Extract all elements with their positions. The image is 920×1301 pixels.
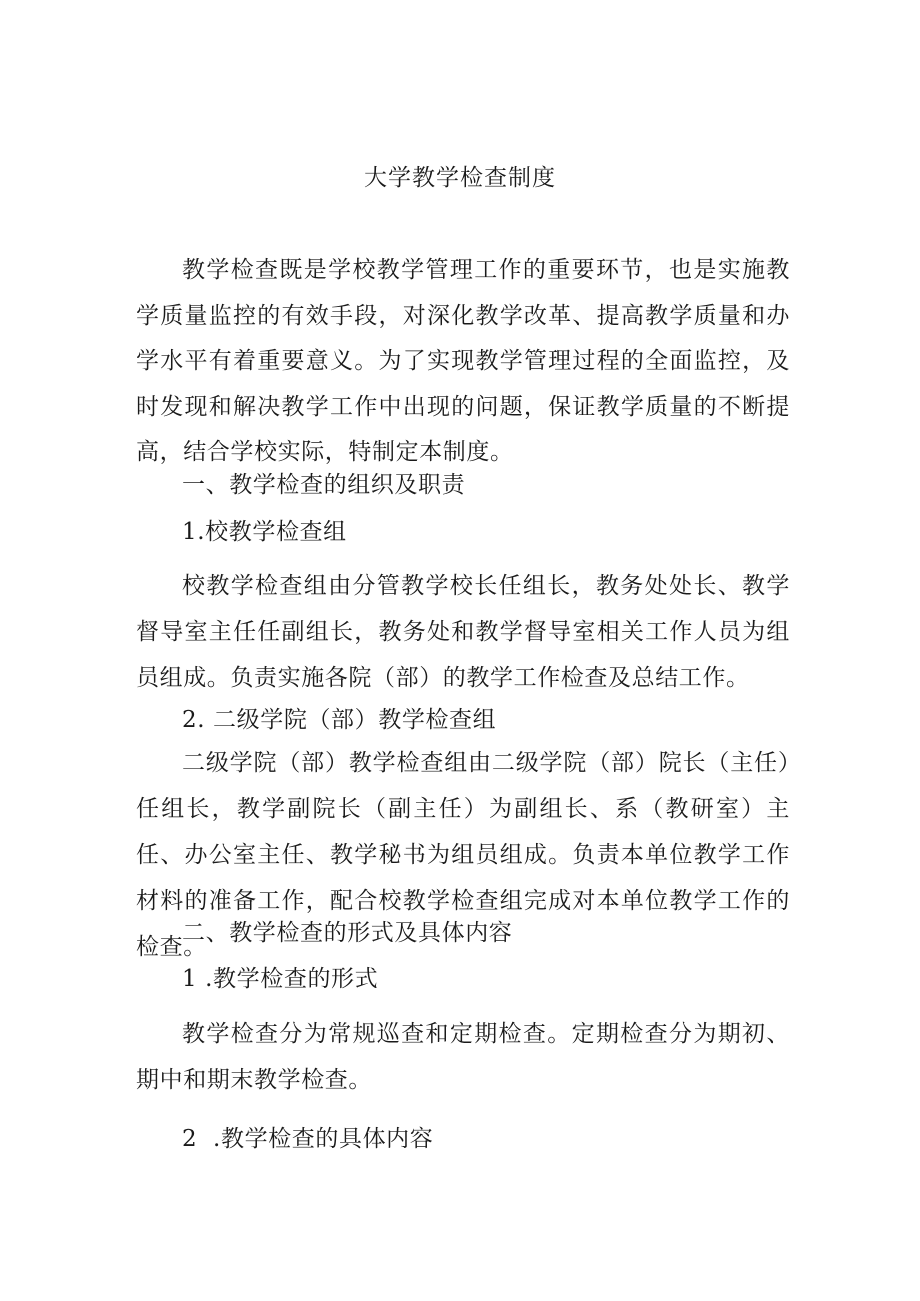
section-1-item-2-heading-block: [136, 697, 790, 743]
section-2-item-1-paragraph: 教学检查分为常规巡查和定期检查。定期检查分为期初、期中和期末教学检查。: [136, 1021, 790, 1093]
section-2-item-2-heading-block: [136, 1116, 790, 1162]
section-1-heading-block: [136, 462, 790, 508]
section-2-item-1-block: [136, 1011, 790, 1103]
section-1-item-1-heading-block: [136, 509, 790, 555]
section-2-heading-block: [136, 910, 790, 956]
section-1-item-1-paragraph: 校教学检查组由分管教学校长任组长，教务处处长、教学督导室主任任副组长，教务处和教学督导室相关工作人员为组员组成。负责实施各院（部）的教学工作检查及总结工作。: [136, 573, 790, 691]
section-1-item-2-heading: 2. 二级学院（部）教学检查组: [182, 707, 497, 733]
section-2-item-2-heading: 2 .教学检查的具体内容: [182, 1126, 434, 1152]
section-1-heading: 一、教学检查的组织及职责: [182, 472, 466, 498]
section-1-item-2-paragraph: 二级学院（部）教学检查组由二级学院（部）院长（主任）任组长，教学副院长（副主任）为副组长、系（教研室）主任、办公室主任、教学秘书为组员组成。负责本单位教学工作材料的准备工作，配合校教学检查组完成对本单位教学工作的检查。: [136, 750, 790, 960]
section-2-heading: 二、教学检查的形式及具体内容: [182, 920, 513, 946]
intro-paragraph: 教学检查既是学校教学管理工作的重要环节，也是实施教学质量监控的有效手段，对深化教学改革、提高教学质量和办学水平有着重要意义。为了实现教学管理过程的全面监控，及时发现和解决教学工作中出现的问题，保证教学质量的不断提高，结合学校实际，特制定本制度。: [136, 257, 790, 465]
section-1-item-1-block: [136, 563, 790, 701]
document-title: 大学教学检查制度: [364, 165, 556, 191]
section-2-item-1-heading-block: [136, 956, 790, 1002]
section-1-item-1-heading: 1.校教学检查组: [182, 519, 347, 545]
section-2-item-1-heading: 1 .教学检查的形式: [182, 966, 379, 992]
intro-section: [136, 248, 790, 476]
